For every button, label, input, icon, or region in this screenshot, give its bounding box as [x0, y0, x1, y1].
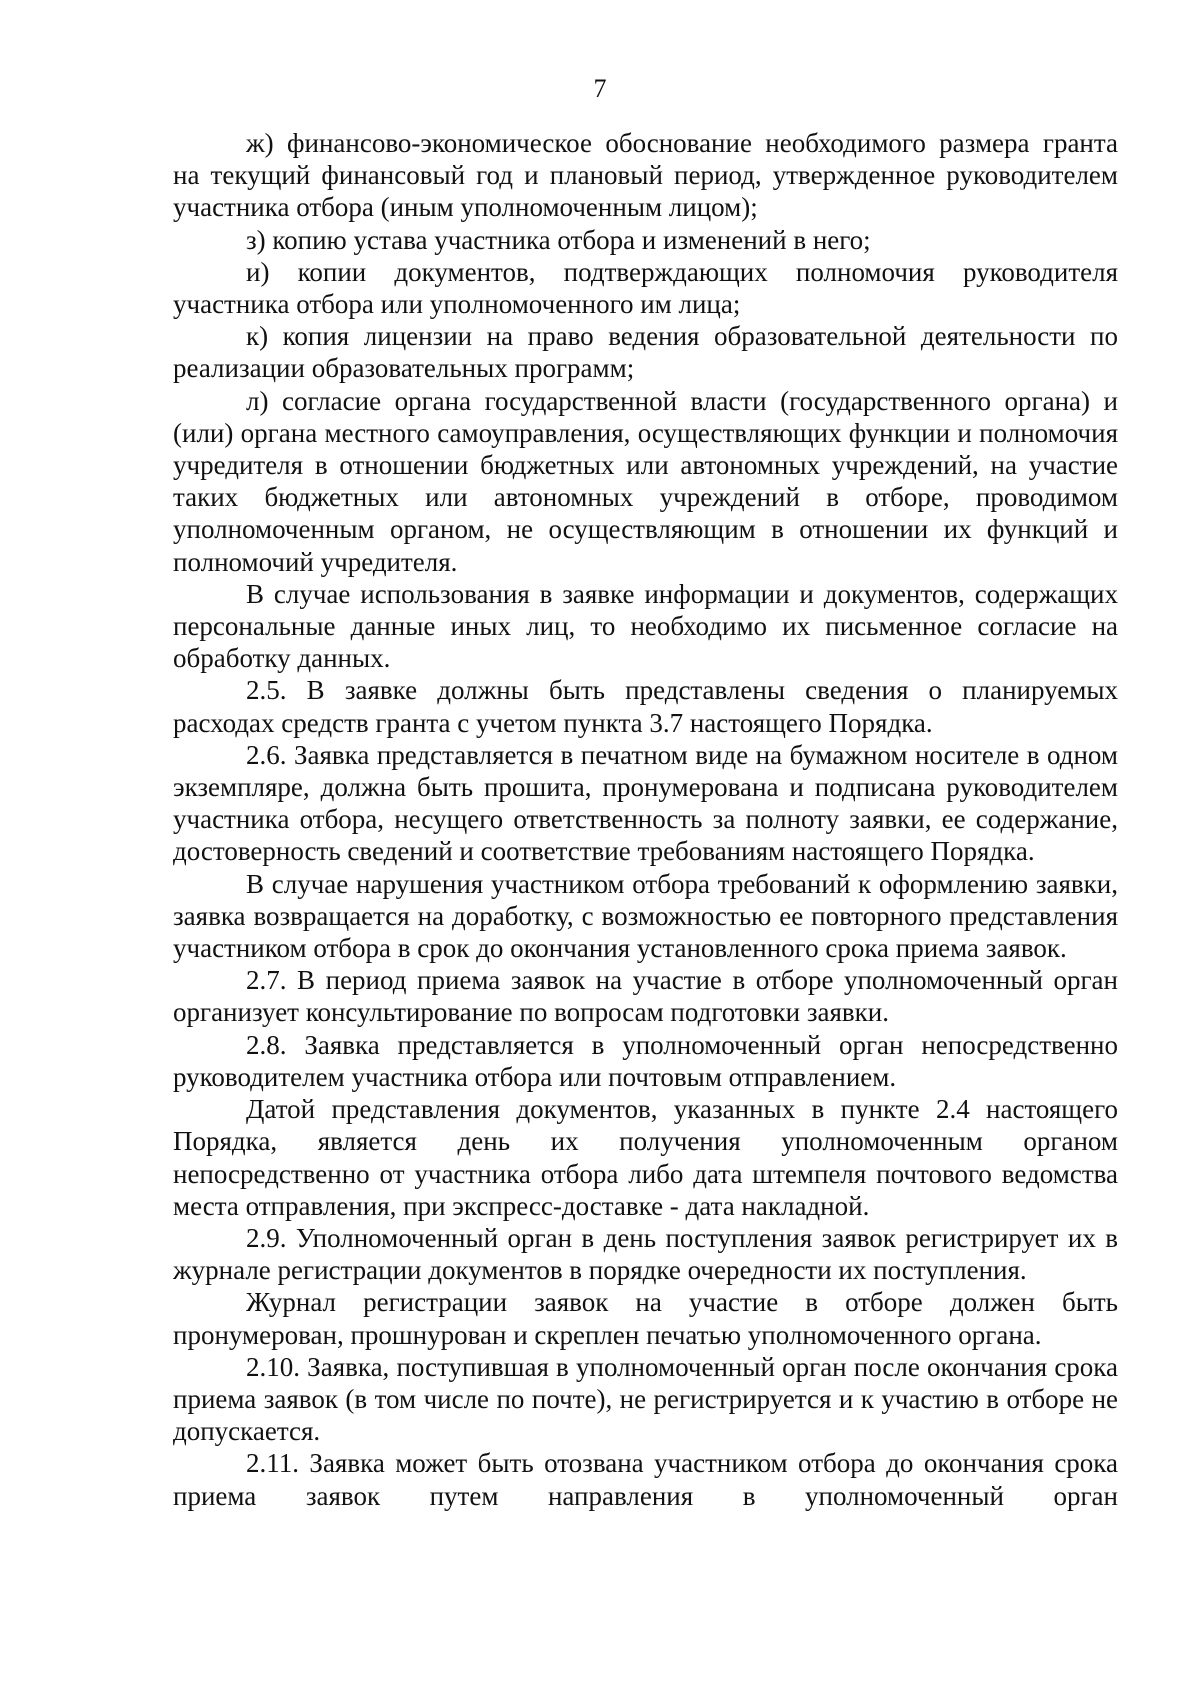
paragraph-2-7: 2.7. В период приема заявок на участие в отборе уполномоченный орган организует консультирование по вопросам подготовки заявки. [173, 965, 1118, 1028]
paragraph-2-11: 2.11. Заявка может быть отозвана участником отбора до окончания срока приема заявок путем направления в уполномоченный орган [173, 1448, 1118, 1511]
paragraph-2-9: 2.9. Уполномоченный орган в день поступления заявок регистрирует их в журнале регистрации документов в порядке очередности их поступления. [173, 1222, 1118, 1286]
paragraph-personal-data: В случае использования в заявке информации и документов, содержащих персональные данные иных лиц, то необходимо их письменное согласие на обработку данных. [173, 578, 1118, 674]
paragraph-item-zh: ж) финансово-экономическое обоснование необходимого размера гранта на текущий финансовый год и плановый период, утвержденное руководителем участника отбора (иным уполномоченным лицом); [173, 128, 1118, 223]
paragraph-item-z: з) копию устава участника отбора и изменений в него; [246, 224, 871, 255]
paragraph-2-5: 2.5. В заявке должны быть представлены сведения о планируемых расходах средств гранта с учетом пункта 3.7 настоящего Порядка. [173, 675, 1118, 738]
paragraph-journal: Журнал регистрации заявок на участие в отборе должен быть пронумерован, прошнурован и скреплен печатью уполномоченного органа. [173, 1287, 1118, 1350]
paragraph-item-i: и) копии документов, подтверждающих полномочия руководителя участника отбора или уполномоченного им лица; [173, 256, 1118, 320]
paragraph-2-6: 2.6. Заявка представляется в печатном виде на бумажном носителе в одном экземпляре, должна быть прошита, пронумерована и подписана руководителем участника отбора, несущего ответственность за полноту заявки, ее содержание, достоверность сведений и соответствие требованиям настоящего Порядка. [173, 739, 1118, 867]
paragraph-submission-date: Датой представления документов, указанных в пункте 2.4 настоящего Порядка, является день их получения уполномоченным органом непосредственно от участника отбора либо дата штемпеля почтового ведомства места отправления, при экспресс-доставке - дата накладной. [173, 1094, 1118, 1221]
document-body [173, 127, 1118, 1512]
paragraph-item-l: л) согласие органа государственной власти (государственного органа) и (или) органа местного самоуправления, осуществляющих функции и полномочия учредителя в отношении бюджетных или автономных учреждений, на участие таких бюджетных или автономных учреждений в отборе, проводимом уполномоченным органом, не осуществляющим в отношении их функций и полномочий учредителя. [173, 385, 1118, 577]
paragraph-violation: В случае нарушения участником отбора требований к оформлению заявки, заявка возвращается на доработку, с возможностью ее повторного представления участником отбора в срок до окончания установленного срока приема заявок. [173, 868, 1118, 964]
page-number: 7 [593, 74, 607, 103]
paragraph-2-8: 2.8. Заявка представляется в уполномоченный орган непосредственно руководителем участника отбора или почтовым отправлением. [173, 1029, 1118, 1092]
paragraph-item-k: к) копия лицензии на право ведения образовательной деятельности по реализации образовательных программ; [173, 321, 1118, 384]
paragraph-2-10: 2.10. Заявка, поступившая в уполномоченный орган после окончания срока приема заявок (в том числе по почте), не регистрируется и к участию в отборе не допускается. [173, 1351, 1118, 1447]
